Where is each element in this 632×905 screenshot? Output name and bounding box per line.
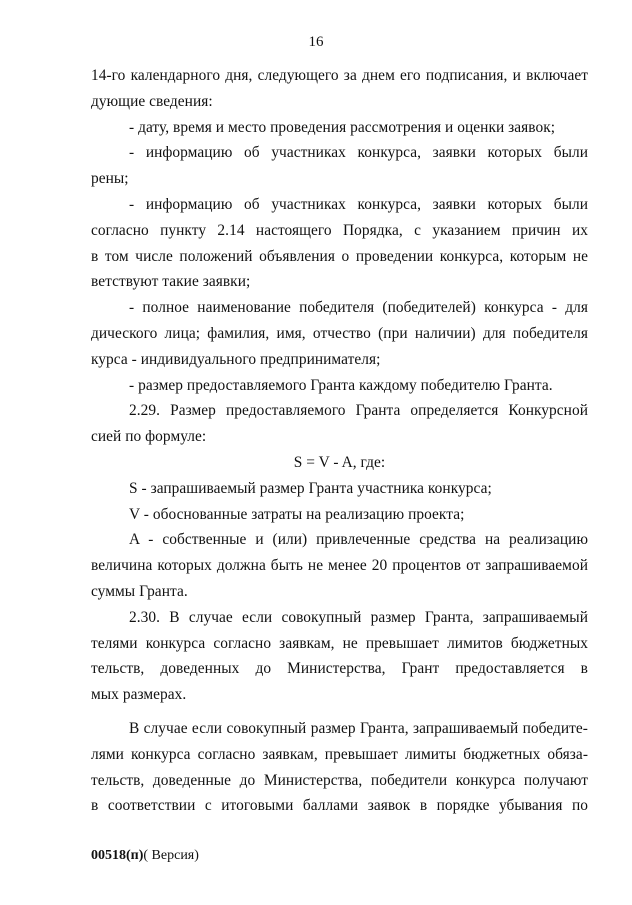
- text-line: согласно пункту 2.14 настоящего Порядка, с указанием причин их: [91, 221, 588, 239]
- paragraph-2-29: 2.29. Размер предоставляемого Гранта определяется Конкурсной: [129, 402, 588, 420]
- document-code: 00518(п): [91, 848, 144, 863]
- text-line: лями конкурса согласно заявкам, превышает лимиты бюджетных обяза-: [91, 745, 588, 763]
- document-body: [91, 63, 588, 819]
- text-line: в том числе положений объявления о проведении конкурса, которым не: [91, 247, 588, 265]
- text-line: курса - индивидуального предпринимателя;: [91, 350, 381, 368]
- document-version: ( Версия): [143, 848, 199, 863]
- text-line: величина которых должна быть не менее 20 процентов от запрашиваемой: [91, 557, 588, 575]
- text-line: в соответствии с итоговыми баллами заявок в порядке убывания по: [91, 797, 588, 815]
- text-line: мых размерах.: [91, 686, 187, 704]
- document-code-footer: [91, 848, 199, 864]
- text-line: 14-го календарного дня, следующего за днем его подписания, и включает: [91, 67, 588, 84]
- text-line: дического лица; фамилия, имя, отчество (при наличии) для победителя: [91, 324, 588, 342]
- paragraph: В случае если совокупный размер Гранта, запрашиваемый победите-: [129, 719, 588, 737]
- text-line: телями конкурса согласно заявкам, не превышает лимитов бюджетных: [91, 634, 588, 652]
- text-line: тельств, доведенных до Министерства, Грант предоставляется в: [91, 660, 588, 678]
- text-line: рены;: [91, 170, 129, 188]
- formula-definition: A - собственные и (или) привлеченные средства на реализацию: [129, 531, 588, 549]
- text-line: тельств, доведенные до Министерства, победители конкурса получают: [91, 771, 588, 789]
- formula: S = V - A, где:: [293, 453, 386, 471]
- text-line: суммы Гранта.: [91, 582, 188, 600]
- paragraph-2-30: 2.30. В случае если совокупный размер Гранта, запрашиваемый: [129, 608, 588, 626]
- page-number: 16: [308, 34, 324, 50]
- list-item: - дату, время и место проведения рассмотрения и оценки заявок;: [129, 118, 556, 136]
- text-line: сией по формуле:: [91, 428, 207, 446]
- list-item: - полное наименование победителя (победителей) конкурса - для: [129, 299, 588, 317]
- text-line: ветствуют такие заявки;: [91, 273, 251, 291]
- text-line: дующие сведения:: [91, 92, 213, 110]
- formula-definition: V - обоснованные затраты на реализацию проекта;: [129, 505, 465, 523]
- list-item: - информацию об участниках конкурса, заявки которых были: [129, 144, 588, 162]
- formula-definition: S - запрашиваемый размер Гранта участника конкурса;: [129, 479, 492, 497]
- list-item: - размер предоставляемого Гранта каждому победителю Гранта.: [129, 376, 553, 394]
- list-item: - информацию об участниках конкурса, заявки которых были: [129, 195, 588, 213]
